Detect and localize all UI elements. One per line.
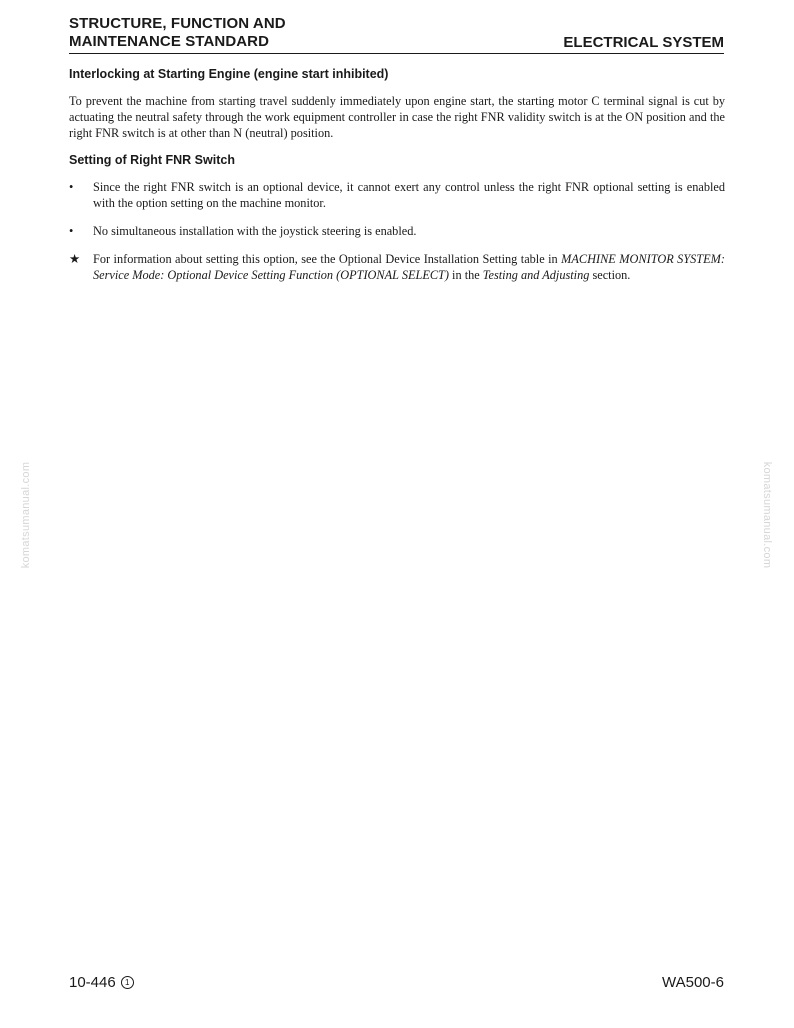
- page-header: [69, 15, 724, 54]
- note-text-part: in the: [448, 268, 483, 282]
- header-title-line2: MAINTENANCE STANDARD: [69, 33, 270, 50]
- page-number: 10-446: [69, 974, 116, 991]
- bullet-text: No simultaneous installation with the joystick steering is enabled.: [93, 224, 417, 238]
- header-section: ELECTRICAL SYSTEM: [563, 34, 724, 51]
- footer-page-number: [69, 974, 134, 992]
- bullet-marker: •: [69, 180, 74, 194]
- section-body-interlocking: To prevent the machine from starting travel suddenly immediately upon engine start, the starting motor C terminal signal is cut by actuating the neutral safety through the work equipment controller in case the right FNR validity switch is at the ON position and the right FNR switch is at other than N (neutral) position.: [69, 94, 725, 140]
- header-title-line1: STRUCTURE, FUNCTION AND: [69, 15, 286, 32]
- note-text-part: section.: [589, 268, 631, 282]
- revision-mark: 1: [121, 976, 134, 989]
- footer-model: WA500-6: [662, 974, 724, 991]
- note-item: [69, 251, 725, 283]
- note-section-italic: Testing and Adjusting: [482, 268, 590, 282]
- star-icon: ★: [69, 252, 81, 266]
- note-text: [93, 251, 725, 283]
- section-title-interlocking: Interlocking at Starting Engine (engine start inhibited): [69, 67, 389, 81]
- bullet-marker: •: [69, 224, 74, 238]
- list-item: [69, 223, 725, 239]
- section-title-fnr-switch: Setting of Right FNR Switch: [69, 153, 235, 167]
- watermark-right: komatsumanual.com: [761, 461, 773, 569]
- list-item: [69, 179, 725, 211]
- header-title: [69, 15, 286, 51]
- note-text-part: For information about setting this option, see the Optional Device Installation Setting table in: [93, 252, 562, 266]
- bullet-text: Since the right FNR switch is an optional device, it cannot exert any control unless the right FNR optional setting is enabled with the option setting on the machine monitor.: [93, 180, 725, 210]
- watermark-left: komatsumanual.com: [20, 461, 32, 569]
- note-reference-italic: MACHINE MONITOR SYSTEM: Service Mode: Optional Device Setting Function (OPTIONAL SELECT): [93, 252, 725, 282]
